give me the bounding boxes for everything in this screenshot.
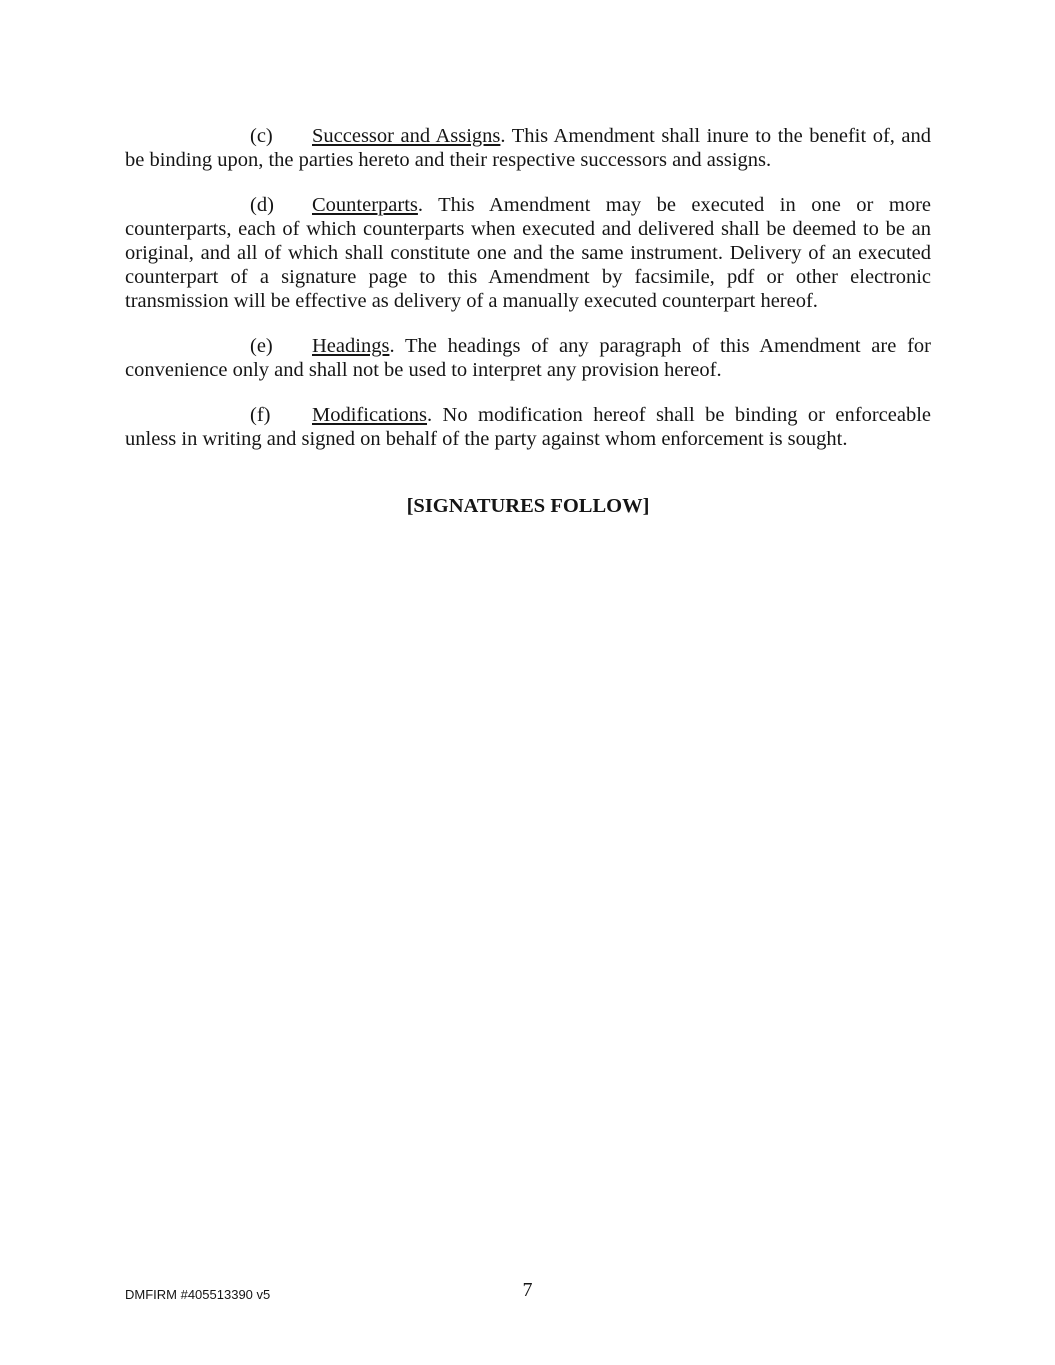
paragraph-heading: Counterparts — [312, 194, 418, 216]
document-body — [125, 124, 931, 518]
paragraph-f — [125, 403, 931, 451]
paragraph-text: . No modification hereof shall be binding or enforceable unless in writing and signed on behalf of the party against whom enforcement is sought. — [125, 404, 931, 450]
paragraph-text: . This Amendment may be executed in one or more counterparts, each of which counterparts when executed and delivered shall be deemed to be an original, and all of which shall constitute one and the same instrument. Delivery of an executed counterpart of a signature page to this Amendment by facsimile, pdf or other electronic transmission will be effective as delivery of a manually executed counterpart hereof. — [125, 194, 931, 312]
paragraph-heading: Successor and Assigns — [312, 125, 501, 147]
paragraph-e — [125, 334, 931, 382]
paragraph-label: (e) — [250, 335, 273, 357]
paragraph-text: . The headings of any paragraph of this Amendment are for convenience only and shall not be used to interpret any provision hereof. — [125, 335, 931, 381]
footer-document-id: DMFIRM #405513390 v5 — [125, 1287, 271, 1302]
paragraph-label: (f) — [250, 404, 271, 426]
signatures-follow-line: [SIGNATURES FOLLOW] — [406, 495, 650, 517]
paragraph-heading: Headings — [312, 335, 390, 357]
footer-page-number: 7 — [522, 1279, 533, 1301]
paragraph-label: (c) — [250, 125, 273, 147]
paragraph-text: . This Amendment shall inure to the benefit of, and be binding upon, the parties hereto and their respective successors and assigns. — [125, 125, 932, 171]
paragraph-label: (d) — [250, 194, 274, 216]
paragraph-d — [125, 193, 931, 313]
paragraph-heading: Modifications — [312, 404, 428, 426]
paragraph-c — [125, 124, 931, 172]
